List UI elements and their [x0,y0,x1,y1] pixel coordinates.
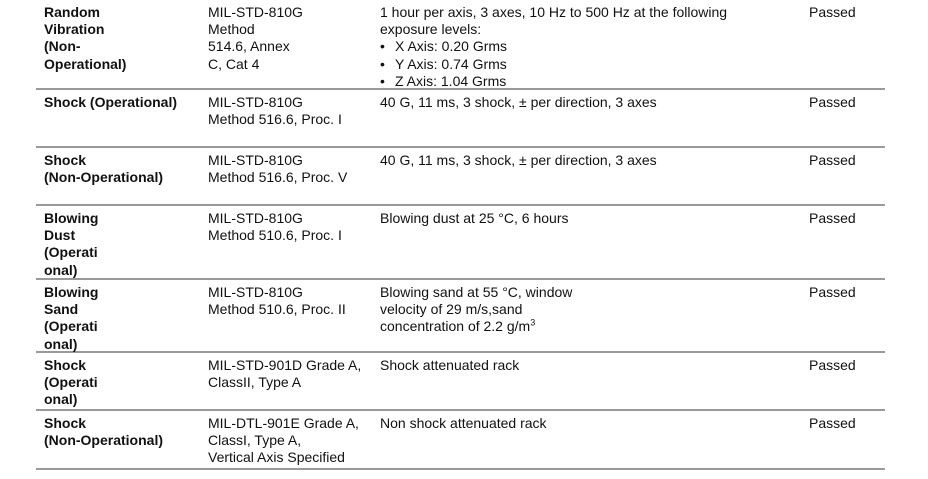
test-standard: MIL-STD-810G Method 510.6, Proc. I [208,210,342,244]
superscript: 3 [530,317,536,328]
test-result: Passed [809,284,856,300]
table-row [36,148,885,206]
table-row [36,280,885,353]
test-procedure: Blowing sand at 55 °C, window velocity of 29 m/s,sand concentration of 2.2 $g/m^3$ [380,284,573,335]
test-result: Passed [809,210,856,226]
test-name: Shock (Non-Operational) [44,152,163,186]
test-procedure: 40 G, 11 ms, 3 shock, ± per direction, 3 axes [380,94,657,110]
test-procedure: Blowing dust at 25 °C, 6 hours [380,210,569,226]
test-name: Shock (Operati onal) [44,357,98,408]
test-standard: MIL-STD-901D Grade A, ClassII, Type A [208,357,362,391]
test-name: Blowing Sand (Operati onal) [44,284,99,352]
table-row [36,206,885,280]
test-result: Passed [809,4,856,20]
test-name: Blowing Dust (Operati onal) [44,210,99,278]
test-procedure: 40 G, 11 ms, 3 shock, ± per direction, 3 axes [380,152,657,168]
exposure-level-item: • X Axis: 0.20 Grms [380,38,508,55]
exposure-level-item: • Y Axis: 0.74 Grms [380,55,507,72]
test-standard: MIL-STD-810G Method 510.6, Proc. II [208,284,346,318]
test-procedure: Non shock attenuated rack [380,415,547,431]
test-procedure: 1 hour per axis, 3 axes, 10 Hz to 500 Hz at the following exposure levels: • X Axis: 0.20 Grms • Y Axis: 0.74 Grms • Z Axis: 1.04 Grms [380,4,800,90]
test-result: Passed [809,152,856,168]
test-name: Shock (Non-Operational) [44,415,163,449]
test-result: Passed [809,94,856,110]
table-row [36,0,885,90]
test-procedure: Shock attenuated rack [380,357,520,373]
test-result: Passed [809,357,856,373]
table-row [36,90,885,148]
table-row [36,353,885,411]
test-result: Passed [809,415,856,431]
exposure-level-item: • Z Axis: 1.04 Grms [380,72,507,89]
table-row [36,411,885,470]
test-standard: MIL-DTL-901E Grade A, ClassI, Type A, Vertical Axis Specified [208,415,359,466]
test-name: Shock (Operational) [44,94,178,110]
test-standard: MIL-STD-810G Method 516.6, Proc. I [208,94,342,128]
test-standard: MIL-STD-810G Method 516.6, Proc. V [208,152,348,186]
test-name: Random Vibration (Non- Operational) [44,4,127,72]
test-standard: MIL-STD-810G Method 514.6, Annex C, Cat 4 [208,4,303,72]
